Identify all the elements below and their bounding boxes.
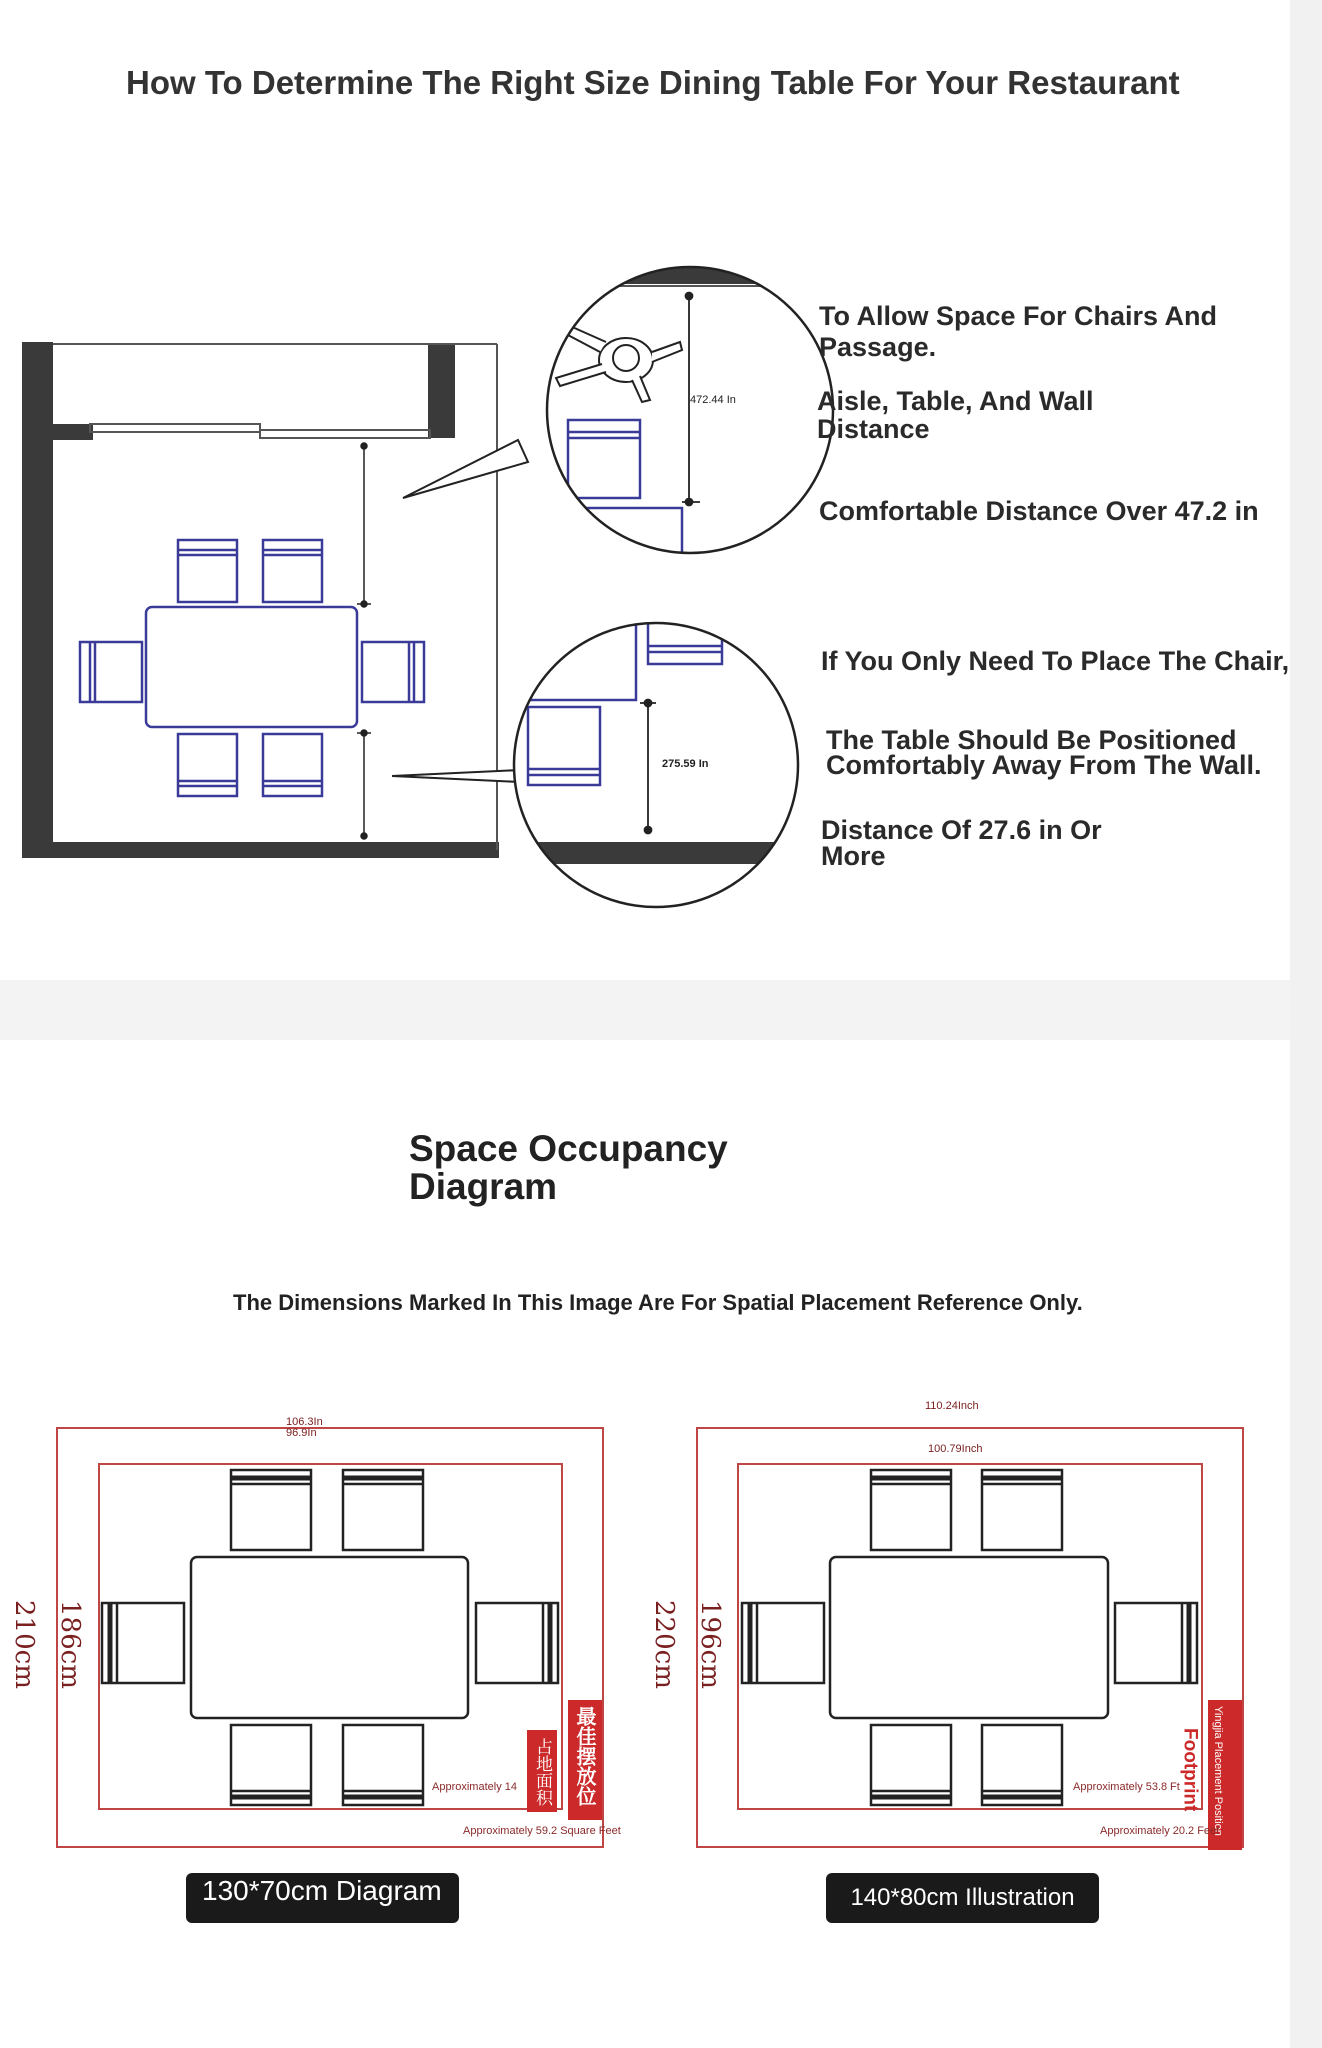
chair xyxy=(871,1470,951,1550)
chair xyxy=(982,1725,1062,1805)
inner-height-label: 186cm xyxy=(55,1600,85,1689)
chair xyxy=(871,1725,951,1805)
page-title: How To Determine The Right Size Dining Table For Your Restaurant xyxy=(126,64,1180,101)
table xyxy=(830,1557,1108,1718)
inner-area-label: Approximately 53.8 xyxy=(1073,1781,1168,1793)
chair xyxy=(1115,1603,1197,1683)
occupancy-subtitle: The Dimensions Marked In This Image Are For Spatial Placement Reference Only. xyxy=(233,1290,1083,1315)
table xyxy=(191,1557,468,1718)
note-place-chair: If You Only Need To Place The Chair, xyxy=(821,646,1290,676)
chair xyxy=(343,1470,423,1550)
inner-area-unit-label: Ft xyxy=(1170,1781,1180,1793)
chair xyxy=(231,1470,311,1550)
outer-area-label: Approximately 59.2 Square Feet xyxy=(463,1825,621,1837)
area-tag-inner-label: 占地面积 xyxy=(532,1738,552,1806)
outer-height-label: 220cm xyxy=(649,1600,679,1689)
note-distance-27: Distance Of 27.6 in Or More xyxy=(821,815,1102,871)
caption-130x70: 130*70cm Diagram xyxy=(186,1873,459,1923)
occupancy-title: Space Occupancy Diagram xyxy=(409,1128,728,1207)
note-aisle-table-wall: Aisle, Table, And Wall Distance xyxy=(817,386,1094,445)
inner-width-label: 96.9In xyxy=(286,1427,317,1439)
note-chairs-passage: To Allow Space For Chairs And Passage. xyxy=(819,301,1218,363)
inner-width-label: 100.79Inch xyxy=(928,1443,983,1455)
inner-height-label: 196cm xyxy=(695,1600,725,1689)
area-tag-inner-label: Footprint xyxy=(1179,1728,1201,1812)
note-table-position: The Table Should Be Positioned Comfortably Away From The Wall. xyxy=(826,725,1262,780)
outer-width-label: 110.24Inch xyxy=(925,1400,979,1412)
outer-width-label: 106.3In xyxy=(286,1416,323,1428)
measurement-bottom: 275.59 In xyxy=(662,758,709,770)
measurement-top: 472.44 In xyxy=(690,394,736,406)
occupancy-diagram-140x80 xyxy=(649,1400,1243,1850)
occupancy-diagram-130x70 xyxy=(9,1416,621,1847)
inner-area-label: Approximately 14 xyxy=(432,1781,517,1793)
chair xyxy=(982,1470,1062,1550)
caption-140x80: 140*80cm Illustration xyxy=(826,1873,1099,1923)
outer-area-label: Approximately 20.2 Feet xyxy=(1100,1825,1220,1837)
chair xyxy=(231,1725,311,1805)
area-tag-outer-label: 最佳摆放位 xyxy=(573,1706,597,1806)
note-comfortable-distance: Comfortable Distance Over 47.2 in xyxy=(819,496,1259,526)
outer-height-label: 210cm xyxy=(9,1600,39,1689)
area-tag-outer-label: Yingjia Placement Position xyxy=(1212,1706,1224,1836)
chair xyxy=(102,1603,184,1683)
chair xyxy=(476,1603,558,1683)
chair xyxy=(343,1725,423,1805)
chair xyxy=(742,1603,824,1683)
